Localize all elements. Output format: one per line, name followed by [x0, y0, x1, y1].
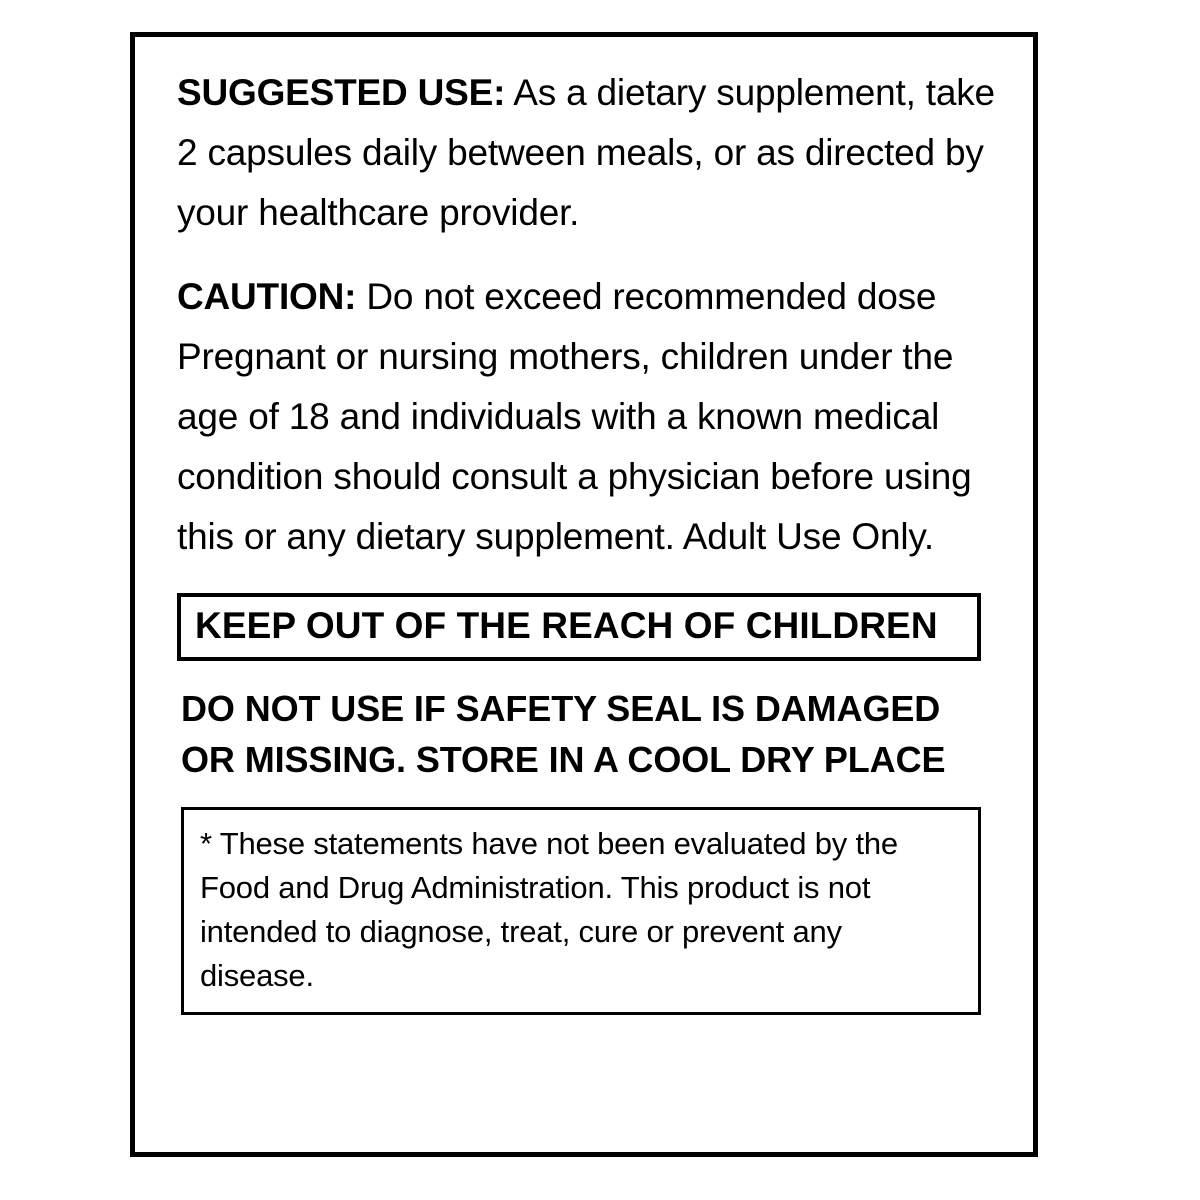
- keep-out-of-reach-box: [177, 593, 981, 662]
- suggested-use-body: As a dietary supplement, take 2 capsules daily between meals, or as directed by your healthcare provider.: [177, 72, 995, 233]
- suggested-use-paragraph: [177, 63, 1003, 243]
- suggested-use-heading: SUGGESTED USE:: [177, 72, 506, 113]
- safety-seal-warning: DO NOT USE IF SAFETY SEAL IS DAMAGED OR MISSING. STORE IN A COOL DRY PLACE: [181, 688, 946, 781]
- caution-paragraph: [177, 267, 1003, 567]
- caution-body: Do not exceed recommended dose Pregnant or nursing mothers, children under the age of 18 and individuals with a known medical condition should consult a physician before using this or any dietary supplement. Adult Use Only.: [177, 275, 972, 557]
- caution-heading: CAUTION:: [177, 275, 357, 317]
- fda-disclaimer-text: * These statements have not been evaluated by the Food and Drug Administration. This product is not intended to diagnose, treat, cure or prevent any disease.: [200, 826, 898, 994]
- keep-out-of-reach-text: KEEP OUT OF THE REACH OF CHILDREN: [195, 604, 938, 646]
- supplement-label-panel: [130, 32, 1038, 1157]
- fda-disclaimer-box: [181, 807, 981, 1015]
